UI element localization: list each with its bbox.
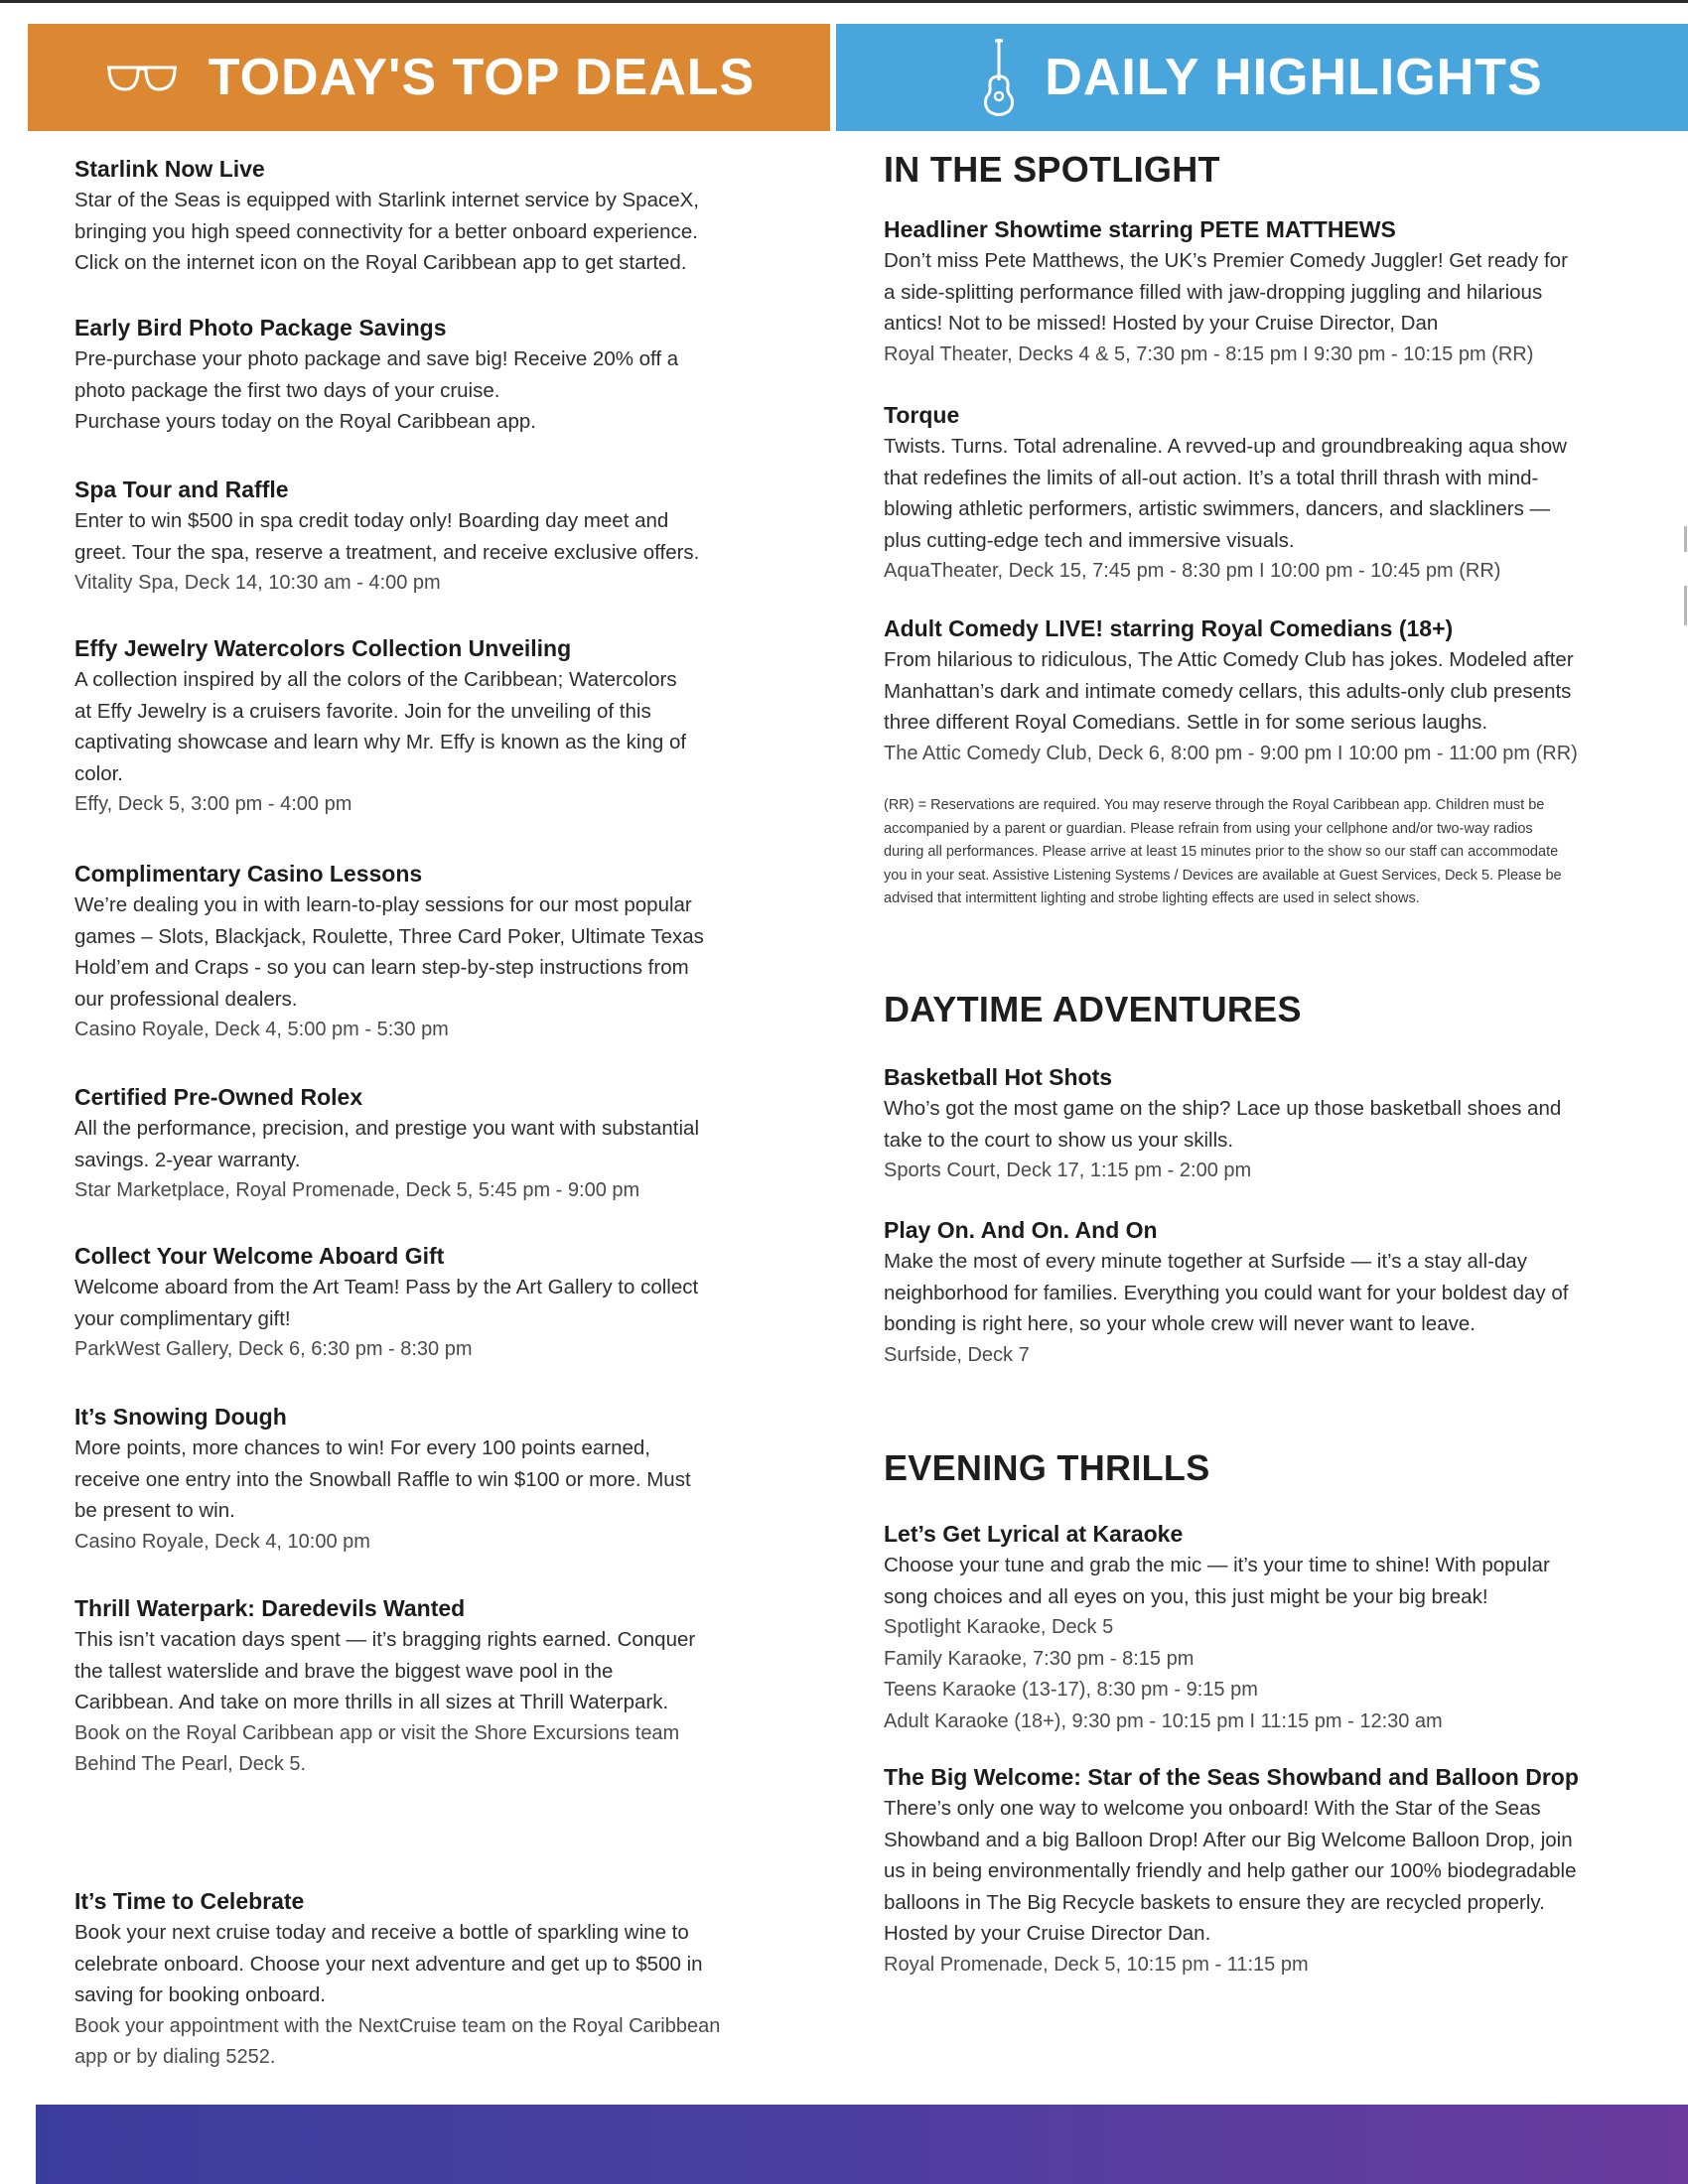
highlight-title: Let’s Get Lyrical at Karaoke [884, 1521, 1184, 1547]
highlight-desc-line: neighborhood for families. Everything you could want for your boldest day of [884, 1281, 1569, 1304]
highlight-desc-line: From hilarious to ridiculous, The Attic Comedy Club has jokes. Modeled after [884, 648, 1574, 671]
highlight-loc-line: The Attic Comedy Club, Deck 6, 8:00 pm - 9:00 pm I 10:00 pm - 11:00 pm (RR) [884, 742, 1578, 764]
deal-desc-line: savings. 2-year warranty. [74, 1148, 301, 1171]
deal-item [74, 1082, 789, 1207]
highlight-description [884, 1793, 1668, 1950]
highlight-title: The Big Welcome: Star of the Seas Showband and Balloon Drop [884, 1764, 1579, 1790]
highlight-location [884, 1612, 1668, 1737]
highlight-item [884, 1519, 1668, 1737]
deal-item [74, 1886, 789, 2074]
deal-loc-line: Casino Royale, Deck 4, 5:00 pm - 5:30 pm [74, 1019, 449, 1040]
highlight-item [884, 1762, 1668, 1980]
highlight-desc-line: Don’t miss Pete Matthews, the UK’s Premier Comedy Juggler! Get ready for [884, 249, 1568, 272]
deal-desc-line: Hold’em and Craps - so you can learn step-by-step instructions from [74, 956, 689, 979]
deal-loc-line: Book on the Royal Caribbean app or visit the Shore Excursions team [74, 1721, 680, 1744]
deal-title: It’s Time to Celebrate [74, 1888, 305, 1914]
deal-desc-line: Book your next cruise today and receive a bottle of sparkling wine to [74, 1921, 689, 1944]
highlight-loc-line: Teens Karaoke (13-17), 8:30 pm - 9:15 pm [884, 1679, 1258, 1701]
deal-loc-line: Effy, Deck 5, 3:00 pm - 4:00 pm [74, 793, 352, 815]
deal-loc-line: Star Marketplace, Royal Promenade, Deck 5, 5:45 pm - 9:00 pm [74, 1179, 640, 1201]
deal-loc-line: Book your appointment with the NextCruise team on the Royal Caribbean [74, 2014, 721, 2037]
deal-title: Thrill Waterpark: Daredevils Wanted [74, 1595, 466, 1621]
deal-title: Collect Your Welcome Aboard Gift [74, 1243, 445, 1269]
deal-desc-line: Welcome aboard from the Art Team! Pass by the Art Gallery to collect [74, 1276, 699, 1298]
top-rule [0, 0, 1688, 3]
deal-location [74, 1334, 789, 1366]
deal-location [74, 568, 789, 600]
highlight-desc-line: Showband and a big Balloon Drop! After our Big Welcome Balloon Drop, join [884, 1828, 1573, 1851]
highlight-description [884, 1550, 1668, 1612]
deal-desc-line: Pre-purchase your photo package and save big! Receive 20% off a [74, 347, 679, 370]
deal-desc-line: greet. Tour the spa, reserve a treatment, and receive exclusive offers. [74, 540, 700, 564]
deal-description [74, 1113, 789, 1175]
deal-desc-line: be present to win. [74, 1499, 235, 1522]
deal-title: Spa Tour and Raffle [74, 477, 289, 502]
note-line: during all performances. Please arrive at least 15 minutes prior to the show so our staff can accommodate [884, 844, 1559, 860]
left-banner-title: TODAY'S TOP DEALS [208, 49, 756, 106]
deal-desc-line: at Effy Jewelry is a cruisers favorite. Join for the unveiling of this [74, 699, 651, 723]
deal-desc-line: Purchase yours today on the Royal Caribbean app. [74, 410, 536, 433]
highlight-loc-line: Spotlight Karaoke, Deck 5 [884, 1616, 1114, 1638]
highlight-desc-line: balloons in The Big Recycle baskets to ensure they are recycled properly. [884, 1890, 1545, 1914]
highlight-desc-line: Make the most of every minute together at Surfside — it’s a stay all-day [884, 1250, 1527, 1273]
deal-title: Certified Pre-Owned Rolex [74, 1084, 363, 1110]
deal-desc-line: Caribbean. And take on more thrills in all sizes at Thrill Waterpark. [74, 1691, 669, 1713]
deal-item [74, 313, 789, 438]
deal-desc-line: color. [74, 761, 123, 785]
deal-item [74, 1402, 789, 1558]
deal-desc-line: Click on the internet icon on the Royal Caribbean app to get started. [74, 251, 687, 274]
edge-mark [1684, 586, 1687, 625]
deal-description [74, 664, 789, 789]
highlight-description [884, 644, 1668, 739]
deal-item [74, 859, 789, 1046]
deal-title: Complimentary Casino Lessons [74, 861, 423, 887]
guitar-icon [981, 37, 1017, 118]
highlight-location [884, 556, 1668, 588]
note-line: you in your seat. Assistive Listening Systems / Devices are available at Guest Services, Deck 5. Please be [884, 867, 1562, 884]
highlight-description [884, 1093, 1668, 1156]
highlight-desc-line: bonding is right here, so your whole crew will never want to leave. [884, 1312, 1476, 1335]
highlight-loc-line: Family Karaoke, 7:30 pm - 8:15 pm [884, 1647, 1195, 1670]
deal-desc-line: We’re dealing you in with learn-to-play sessions for our most popular [74, 893, 692, 916]
highlight-desc-line: us in being environmentally friendly and help gather our 100% biodegradable [884, 1859, 1577, 1882]
reservations-note [884, 794, 1648, 911]
section-heading-daytime: DAYTIME ADVENTURES [884, 989, 1302, 1029]
deal-location [74, 789, 789, 821]
deal-location [74, 1015, 789, 1046]
deal-desc-line: saving for booking onboard. [74, 1983, 327, 2006]
highlight-description [884, 1246, 1668, 1340]
deal-desc-line: receive one entry into the Snowball Raffle to win $100 or more. Must [74, 1467, 691, 1491]
deal-item [74, 633, 789, 821]
highlight-desc-line: Choose your tune and grab the mic — it’s your time to shine! With popular [884, 1554, 1550, 1576]
highlight-title: Play On. And On. And On [884, 1217, 1158, 1243]
highlight-loc-line: Surfside, Deck 7 [884, 1343, 1030, 1366]
deal-location [74, 2011, 789, 2074]
highlight-item [884, 400, 1668, 588]
highlight-location [884, 739, 1668, 770]
deal-title: Starlink Now Live [74, 156, 265, 182]
deal-desc-line: Enter to win $500 in spa credit today only! Boarding day meet and [74, 509, 669, 532]
highlight-item [884, 1062, 1668, 1187]
deal-desc-line: the tallest waterslide and brave the biggest wave pool in the [74, 1659, 614, 1683]
highlight-title: Basketball Hot Shots [884, 1064, 1113, 1090]
deal-description [74, 343, 789, 438]
highlight-location [884, 1156, 1668, 1187]
deal-desc-line: your complimentary gift! [74, 1306, 291, 1330]
highlight-desc-line: Who’s got the most game on the ship? Lace up those basketball shoes and [884, 1097, 1562, 1120]
section-heading-evening: EVENING THRILLS [884, 1447, 1210, 1488]
deal-loc-line: Casino Royale, Deck 4, 10:00 pm [74, 1530, 370, 1553]
highlight-desc-line: Twists. Turns. Total adrenaline. A revved-up and groundbreaking aqua show [884, 435, 1567, 458]
highlight-location [884, 1340, 1668, 1372]
highlight-loc-line: Sports Court, Deck 17, 1:15 pm - 2:00 pm [884, 1160, 1252, 1181]
highlight-item [884, 214, 1668, 370]
daily-highlights-banner [836, 24, 1688, 131]
deal-item [74, 1593, 789, 1781]
highlight-loc-line: Royal Theater, Decks 4 & 5, 7:30 pm - 8:15 pm I 9:30 pm - 10:15 pm (RR) [884, 342, 1534, 365]
deal-desc-line: games – Slots, Blackjack, Roulette, Three Card Poker, Ultimate Texas [74, 924, 704, 948]
deal-desc-line: bringing you high speed connectivity for a better onboard experience. [74, 219, 698, 243]
highlight-loc-line: Royal Promenade, Deck 5, 10:15 pm - 11:15 pm [884, 1953, 1309, 1976]
highlight-description [884, 245, 1668, 340]
highlight-location [884, 1950, 1668, 1981]
sunglasses-icon [103, 58, 181, 97]
deal-item [74, 154, 789, 279]
deal-desc-line: Star of the Seas is equipped with Starlink internet service by SpaceX, [74, 189, 700, 211]
deal-description [74, 1433, 789, 1527]
highlight-title: Adult Comedy LIVE! starring Royal Comedians (18+) [884, 615, 1454, 641]
highlight-title: Torque [884, 402, 960, 428]
deal-location [74, 1175, 789, 1207]
highlight-item [884, 614, 1668, 769]
deal-description [74, 1624, 789, 1718]
right-banner-title: DAILY HIGHLIGHTS [1045, 49, 1543, 106]
deal-loc-line: Behind The Pearl, Deck 5. [74, 1753, 307, 1775]
deal-item [74, 1241, 789, 1366]
highlight-desc-line: plus cutting-edge tech and immersive visuals. [884, 528, 1295, 552]
deal-desc-line: This isn’t vacation days spent — it’s bragging rights earned. Conquer [74, 1628, 696, 1651]
edge-mark [1684, 526, 1687, 552]
deal-location [74, 1527, 789, 1559]
deal-desc-line: photo package the first two days of your cruise. [74, 378, 500, 402]
highlight-description [884, 431, 1668, 556]
highlight-desc-line: a side-splitting performance filled with jaw-dropping juggling and hilarious [884, 280, 1543, 304]
deal-description [74, 505, 789, 568]
todays-top-deals-banner [28, 24, 830, 131]
highlight-title: Headliner Showtime starring PETE MATTHEWS [884, 216, 1396, 242]
highlight-desc-line: that redefines the limits of all-out action. It’s a total thrill thrash with mind- [884, 466, 1539, 489]
deal-desc-line: More points, more chances to win! For every 100 points earned, [74, 1436, 650, 1459]
deal-title: Effy Jewelry Watercolors Collection Unveiling [74, 635, 572, 661]
deal-location [74, 1718, 789, 1781]
highlight-desc-line: antics! Not to be missed! Hosted by your Cruise Director, Dan [884, 312, 1439, 335]
highlight-item [884, 1215, 1668, 1371]
highlight-location [884, 340, 1668, 371]
deal-description [74, 185, 789, 279]
deal-loc-line: app or by dialing 5252. [74, 2046, 276, 2068]
section-heading-spotlight: IN THE SPOTLIGHT [884, 149, 1220, 190]
deal-title: Early Bird Photo Package Savings [74, 315, 447, 341]
deal-loc-line: ParkWest Gallery, Deck 6, 6:30 pm - 8:30 pm [74, 1338, 473, 1360]
deal-title: It’s Snowing Dough [74, 1404, 287, 1430]
deal-description [74, 1272, 789, 1334]
highlight-desc-line: three different Royal Comedians. Settle in for some serious laughs. [884, 711, 1488, 734]
highlight-loc-line: AquaTheater, Deck 15, 7:45 pm - 8:30 pm I 10:00 pm - 10:45 pm (RR) [884, 560, 1501, 582]
deal-desc-line: A collection inspired by all the colors of the Caribbean; Watercolors [74, 668, 677, 691]
note-line: accompanied by a parent or guardian. Please refrain from using your cellphone and/or two-way radios [884, 820, 1533, 837]
deal-item [74, 475, 789, 600]
highlight-desc-line: take to the court to show us your skills. [884, 1128, 1234, 1152]
highlight-desc-line: Hosted by your Cruise Director Dan. [884, 1922, 1211, 1945]
deal-description [74, 889, 789, 1015]
note-line: advised that intermittent lighting and strobe lighting effects are used in select shows. [884, 890, 1420, 906]
deal-description [74, 1917, 789, 2011]
deal-desc-line: our professional dealers. [74, 987, 298, 1011]
deal-desc-line: celebrate onboard. Choose your next adventure and get up to $500 in [74, 1952, 703, 1976]
highlight-desc-line: There’s only one way to welcome you onboard! With the Star of the Seas [884, 1797, 1541, 1820]
deal-desc-line: All the performance, precision, and prestige you want with substantial [74, 1117, 700, 1140]
highlight-loc-line: Adult Karaoke (18+), 9:30 pm - 10:15 pm I 11:15 pm - 12:30 am [884, 1709, 1443, 1732]
highlight-desc-line: Manhattan’s dark and intimate comedy cellars, this adults-only club presents [884, 679, 1572, 703]
note-line: (RR) = Reservations are required. You may reserve through the Royal Caribbean app. Children must be [884, 797, 1545, 813]
highlight-desc-line: blowing athletic performers, artistic swimmers, dancers, and slackliners — [884, 497, 1551, 520]
deal-desc-line: captivating showcase and learn why Mr. Effy is known as the king of [74, 731, 687, 753]
footer-color-band [36, 2105, 1688, 2184]
highlight-desc-line: song choices and all eyes on you, this just might be your big break! [884, 1584, 1488, 1608]
deal-loc-line: Vitality Spa, Deck 14, 10:30 am - 4:00 pm [74, 572, 441, 594]
